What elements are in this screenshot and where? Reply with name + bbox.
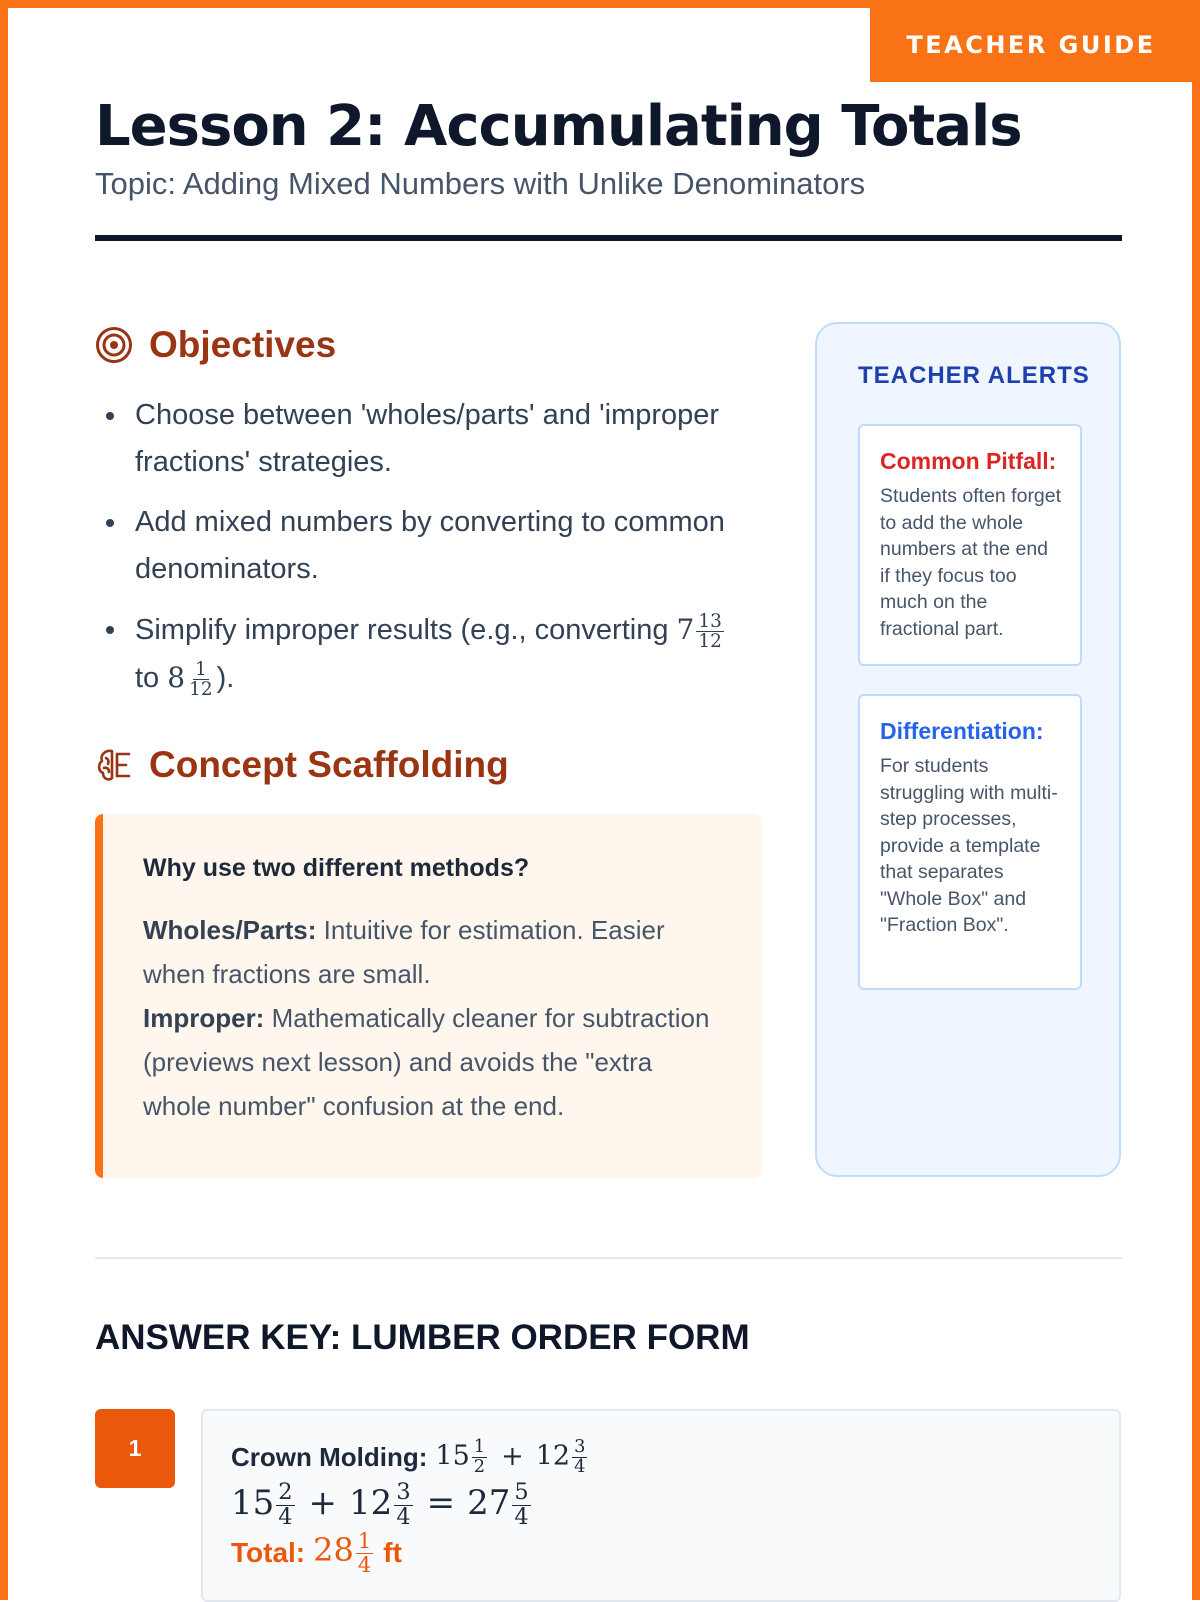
teacher-alerts-panel [815,322,1121,1177]
problem-line [231,1433,1119,1481]
mixed-number-8-1-12: 8 $\frac{1}{12}$ [167,658,213,700]
scaffolding-callout [95,814,762,1178]
total-unit: ft [383,1537,402,1568]
work-line [231,1478,1119,1530]
total-value: 28 $\frac{1}{4}$ [313,1528,372,1577]
work-expression: 15 $\frac{2}{4}$ + 12 $\frac{3}{4}$ = 27 $\frac{5}{4}$ [231,1478,529,1530]
objective-text: to [135,662,168,694]
page-title: Lesson 2: Accumulating Totals [95,94,1022,159]
teacher-alerts-title: TEACHER ALERTS [858,362,1090,389]
alert-card-differentiation [858,694,1082,990]
objectives-heading-label: Objectives [149,324,337,365]
problem-number-badge: 1 [95,1409,175,1488]
total-line [231,1529,1119,1577]
objective-item: Add mixed numbers by converting to common denominators. [135,499,805,593]
objectives-heading [95,324,336,366]
brain-icon [95,746,133,784]
objective-text: ). [216,662,235,694]
method-improper: Improper: Mathematically cleaner for subtraction (previews next lesson) and avoids the "extra whole number" confusion at the end. [143,1003,710,1121]
alert-card-heading: Differentiation: [880,718,1044,744]
answer-card [201,1409,1121,1602]
page-subtitle: Topic: Adding Mixed Numbers with Unlike Denominators [95,166,866,201]
section-divider [95,1257,1122,1259]
teacher-guide-badge: TEACHER GUIDE [870,8,1192,82]
objective-item: Choose between 'wholes/parts' and 'improper fractions' strategies. [135,392,805,486]
method-wholes-parts: Wholes/Parts: Intuitive for estimation. Easier when fractions are small. [143,915,665,989]
alert-card-body: Students often forget to add the whole numbers at the end if they focus too much on the fractional part. [880,485,1062,640]
objective-item [135,606,805,702]
objectives-list [95,392,805,715]
header-rule [95,235,1122,241]
problem-label: Crown Molding: [231,1441,428,1472]
target-icon [95,326,133,364]
objective-text: Simplify improper results (e.g., converting [135,614,677,646]
scaffolding-heading-label: Concept Scaffolding [149,744,509,785]
mixed-number-7-13-12: 7 $\frac{13}{12}$ [676,610,722,652]
alert-card-heading: Common Pitfall: [880,448,1057,474]
answer-key-title: ANSWER KEY: LUMBER ORDER FORM [95,1318,750,1357]
scaffolding-question: Why use two different methods? [143,854,530,882]
scaffolding-heading [95,744,509,786]
total-label: Total: [231,1537,306,1568]
alert-card-pitfall [858,424,1082,666]
alert-card-body: For students struggling with multi-step processes, provide a template that separates "Whole Box" and "Fraction Box". [880,755,1058,936]
problem-expression: 15 $\frac{1}{2}$ + 12 $\frac{3}{4}$ [435,1435,586,1477]
